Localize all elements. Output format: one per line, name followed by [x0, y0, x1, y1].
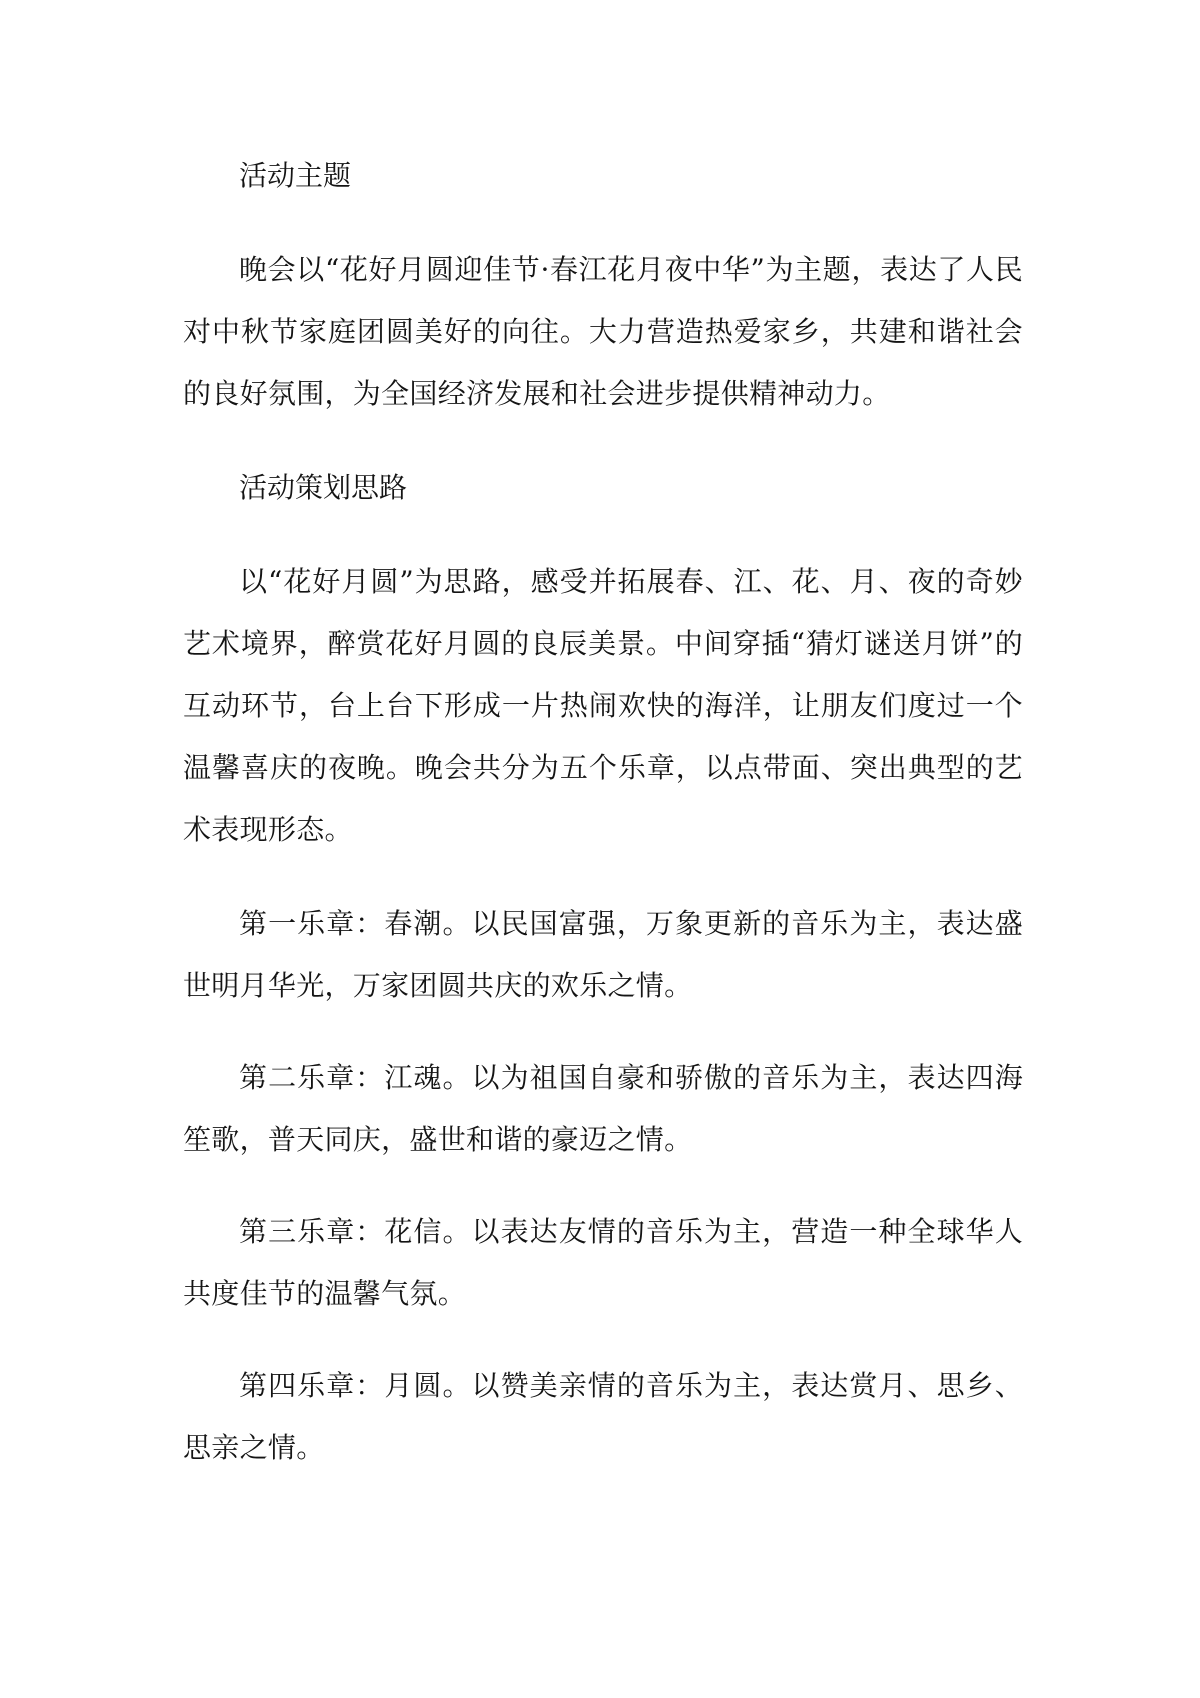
section-heading-theme: 活动主题	[239, 159, 352, 192]
section-heading-planning: 活动策划思路	[239, 471, 408, 504]
paragraph-planning: 以“花好月圆”为思路，感受并拓展春、江、花、月、夜的奇妙艺术境界，醉赏花好月圆的良辰美景。中间穿插“猜灯谜送月饼”的互动环节，台上台下形成一片热闹欢快的海洋，让朋友们度过一个温馨喜庆的夜晚。晚会共分为五个乐章，以点带面、突出典型的艺术表现形态。	[183, 565, 1023, 846]
paragraph-theme: 晚会以“花好月圆迎佳节·春江花月夜中华”为主题，表达了人民对中秋节家庭团圆美好的向往。大力营造热爱家乡，共建和谐社会的良好氛围，为全国经济发展和社会进步提供精神动力。	[183, 253, 1023, 410]
document-content	[183, 145, 1023, 1479]
paragraph-movement-4: 第四乐章：月圆。以赞美亲情的音乐为主，表达赏月、思乡、思亲之情。	[183, 1369, 1023, 1464]
paragraph-movement-3: 第三乐章：花信。以表达友情的音乐为主，营造一种全球华人共度佳节的温馨气氛。	[183, 1215, 1023, 1310]
paragraph-movement-1: 第一乐章：春潮。以民国富强，万象更新的音乐为主，表达盛世明月华光，万家团圆共庆的欢乐之情。	[183, 907, 1023, 1002]
paragraph-movement-2: 第二乐章：江魂。以为祖国自豪和骄傲的音乐为主，表达四海笙歌，普天同庆，盛世和谐的豪迈之情。	[183, 1061, 1023, 1156]
